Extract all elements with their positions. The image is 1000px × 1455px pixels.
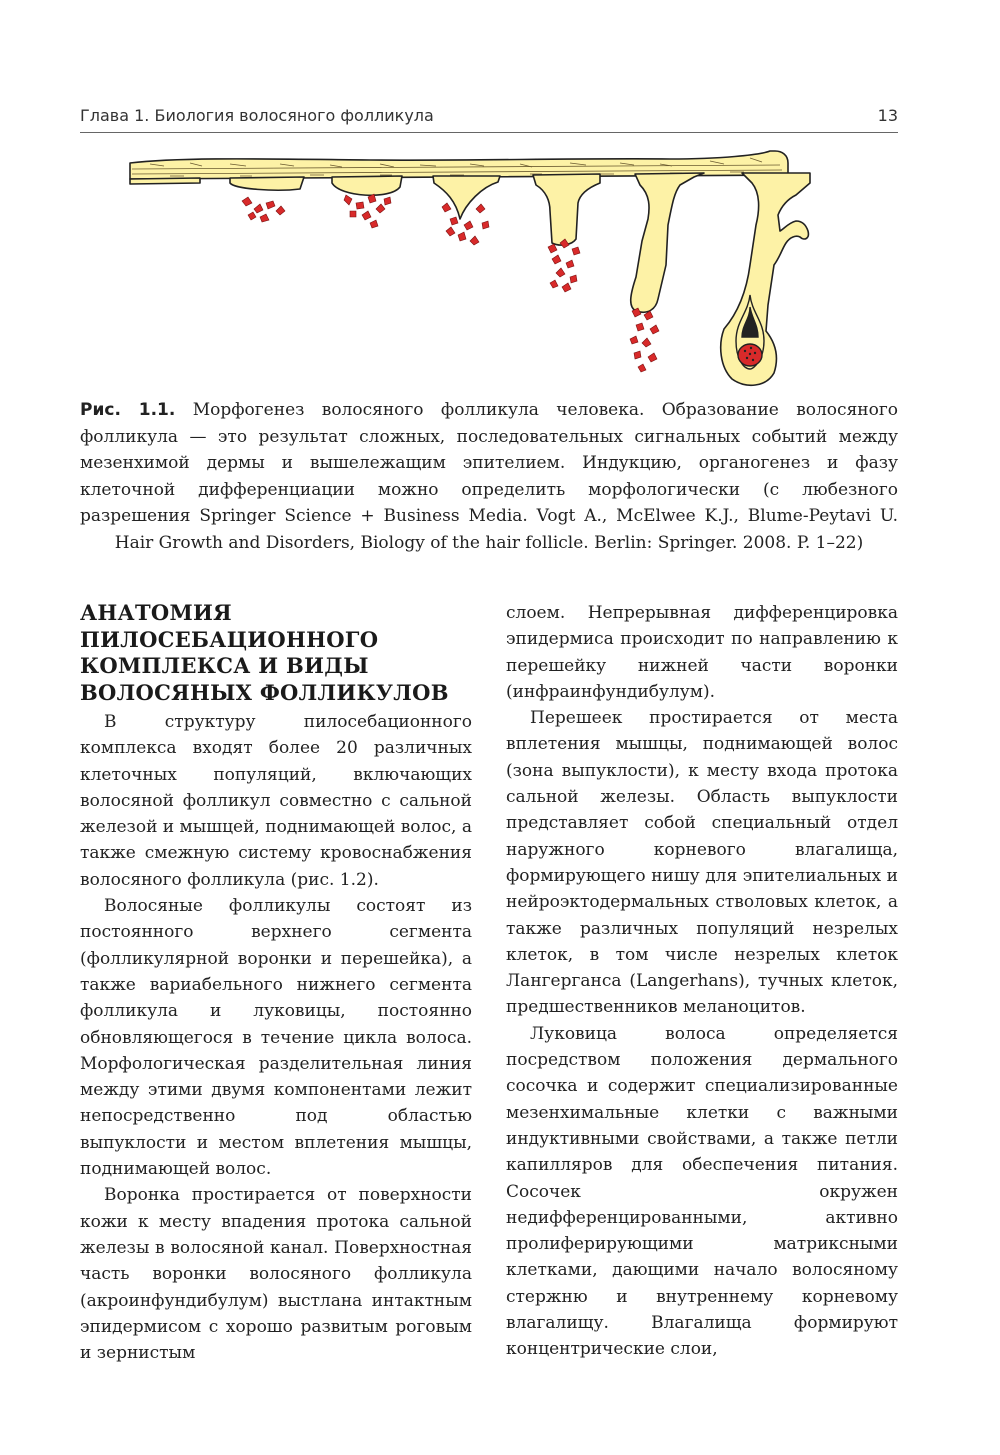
right-column bbox=[506, 600, 898, 1363]
mesenchymal-cells bbox=[242, 194, 659, 372]
stage-2 bbox=[230, 177, 304, 190]
page-number: 13 bbox=[877, 106, 898, 125]
paragraph: Луковица волоса определяется посредством положения дермального сосочка и содержит специализированные мезенхимальные клетки с важными индуктивными свойствами, а также петли капилляров для обеспечения питания. Сосочек окружен недифференцированными, активно пролиферирующими матриксными клетками, дающими начало волосяному стержню и внутреннему корневому влагалищу. Влагалища формируют концентрические слои, bbox=[506, 1023, 898, 1360]
paragraph: В структуру пилосебационного комплекса входят более 20 различных клеточных популяций, включающих волосяной фолликул совместно с сальной железой и мышцей, поднимающей волос, а также смежную систему кровоснабжения волосяного фолликула (рис. 1.2). bbox=[80, 712, 472, 890]
hair-follicle-morphogenesis-diagram-icon bbox=[120, 145, 880, 400]
running-title: Глава 1. Биология волосяного фолликула bbox=[80, 106, 434, 125]
stage-4 bbox=[433, 176, 500, 219]
paragraph: Перешеек простирается от места вплетения мышцы, поднимающей волос (зона выпуклости), к месту входа протока сальной железы. Область выпуклости представляет собой специальный отдел наружного корневого влагалища, формирующего нишу для эпителиальных и нейроэктодермальных стволовых клеток, а также различных популяций незрелых клеток, в том числе незрелых клеток Лангерганса (Langerhans), тучных клеток, предшественников меланоцитов. bbox=[506, 708, 898, 1018]
section-heading: АНАТОМИЯ ПИЛОСЕБАЦИОННОГО КОМПЛЕКСА И ВИДЫ ВОЛОСЯНЫХ ФОЛЛИКУЛОВ bbox=[80, 600, 449, 705]
figure bbox=[120, 145, 880, 400]
paragraph: Волосяные фолликулы состоят из постоянного верхнего сегмента (фолликулярной воронки и перешейка), а также вариабельного нижнего сегмента фолликула и луковицы, постоянно обновляющегося в течение цикла волоса. Морфологическая разделительная линия между этими двумя компонентами лежит непосредственно под областью выпуклости и местом вплетения мышцы, поднимающей волос. bbox=[80, 896, 472, 1180]
stage-3 bbox=[332, 176, 402, 195]
header-rule bbox=[80, 132, 898, 133]
figure-caption bbox=[80, 397, 898, 556]
running-head bbox=[80, 106, 898, 130]
figure-caption-text: Морфогенез волосяного фолликула человека. Образование волосяного фолликула — это результат сложных, последовательных сигнальных событий между мезенхимой дермы и вышележащим эпителием. Индукцию, органогенез и фазу клеточной дифференциации можно определить морфологически (с любезного разрешения Springer Science + Business Media. Vogt A., McElwee K.J., Blume-Peytavi U. Hair Growth and Disorders, Biology of the hair follicle. Berlin: Springer. 2008. P. 1–22) bbox=[80, 400, 898, 553]
left-column bbox=[80, 600, 472, 1366]
stage-1 bbox=[130, 178, 200, 184]
stage-7 bbox=[721, 173, 810, 385]
paragraph: слоем. Непрерывная дифференцировка эпидермиса происходит по направлению к перешейку нижней части воронки (инфраинфундибулум). bbox=[506, 603, 898, 702]
stage-6 bbox=[631, 173, 704, 312]
paragraph: Воронка простирается от поверхности кожи к месту впадения протока сальной железы в волосяной канал. Поверхностная часть воронки волосяного фолликула (акроинфундибулум) выстлана интактным эпидермисом с хорошо развитым роговым и зернистым bbox=[80, 1185, 472, 1364]
figure-label: Рис. 1.1. bbox=[80, 400, 176, 420]
stage-5 bbox=[533, 174, 600, 245]
follicle-stages bbox=[130, 173, 810, 385]
